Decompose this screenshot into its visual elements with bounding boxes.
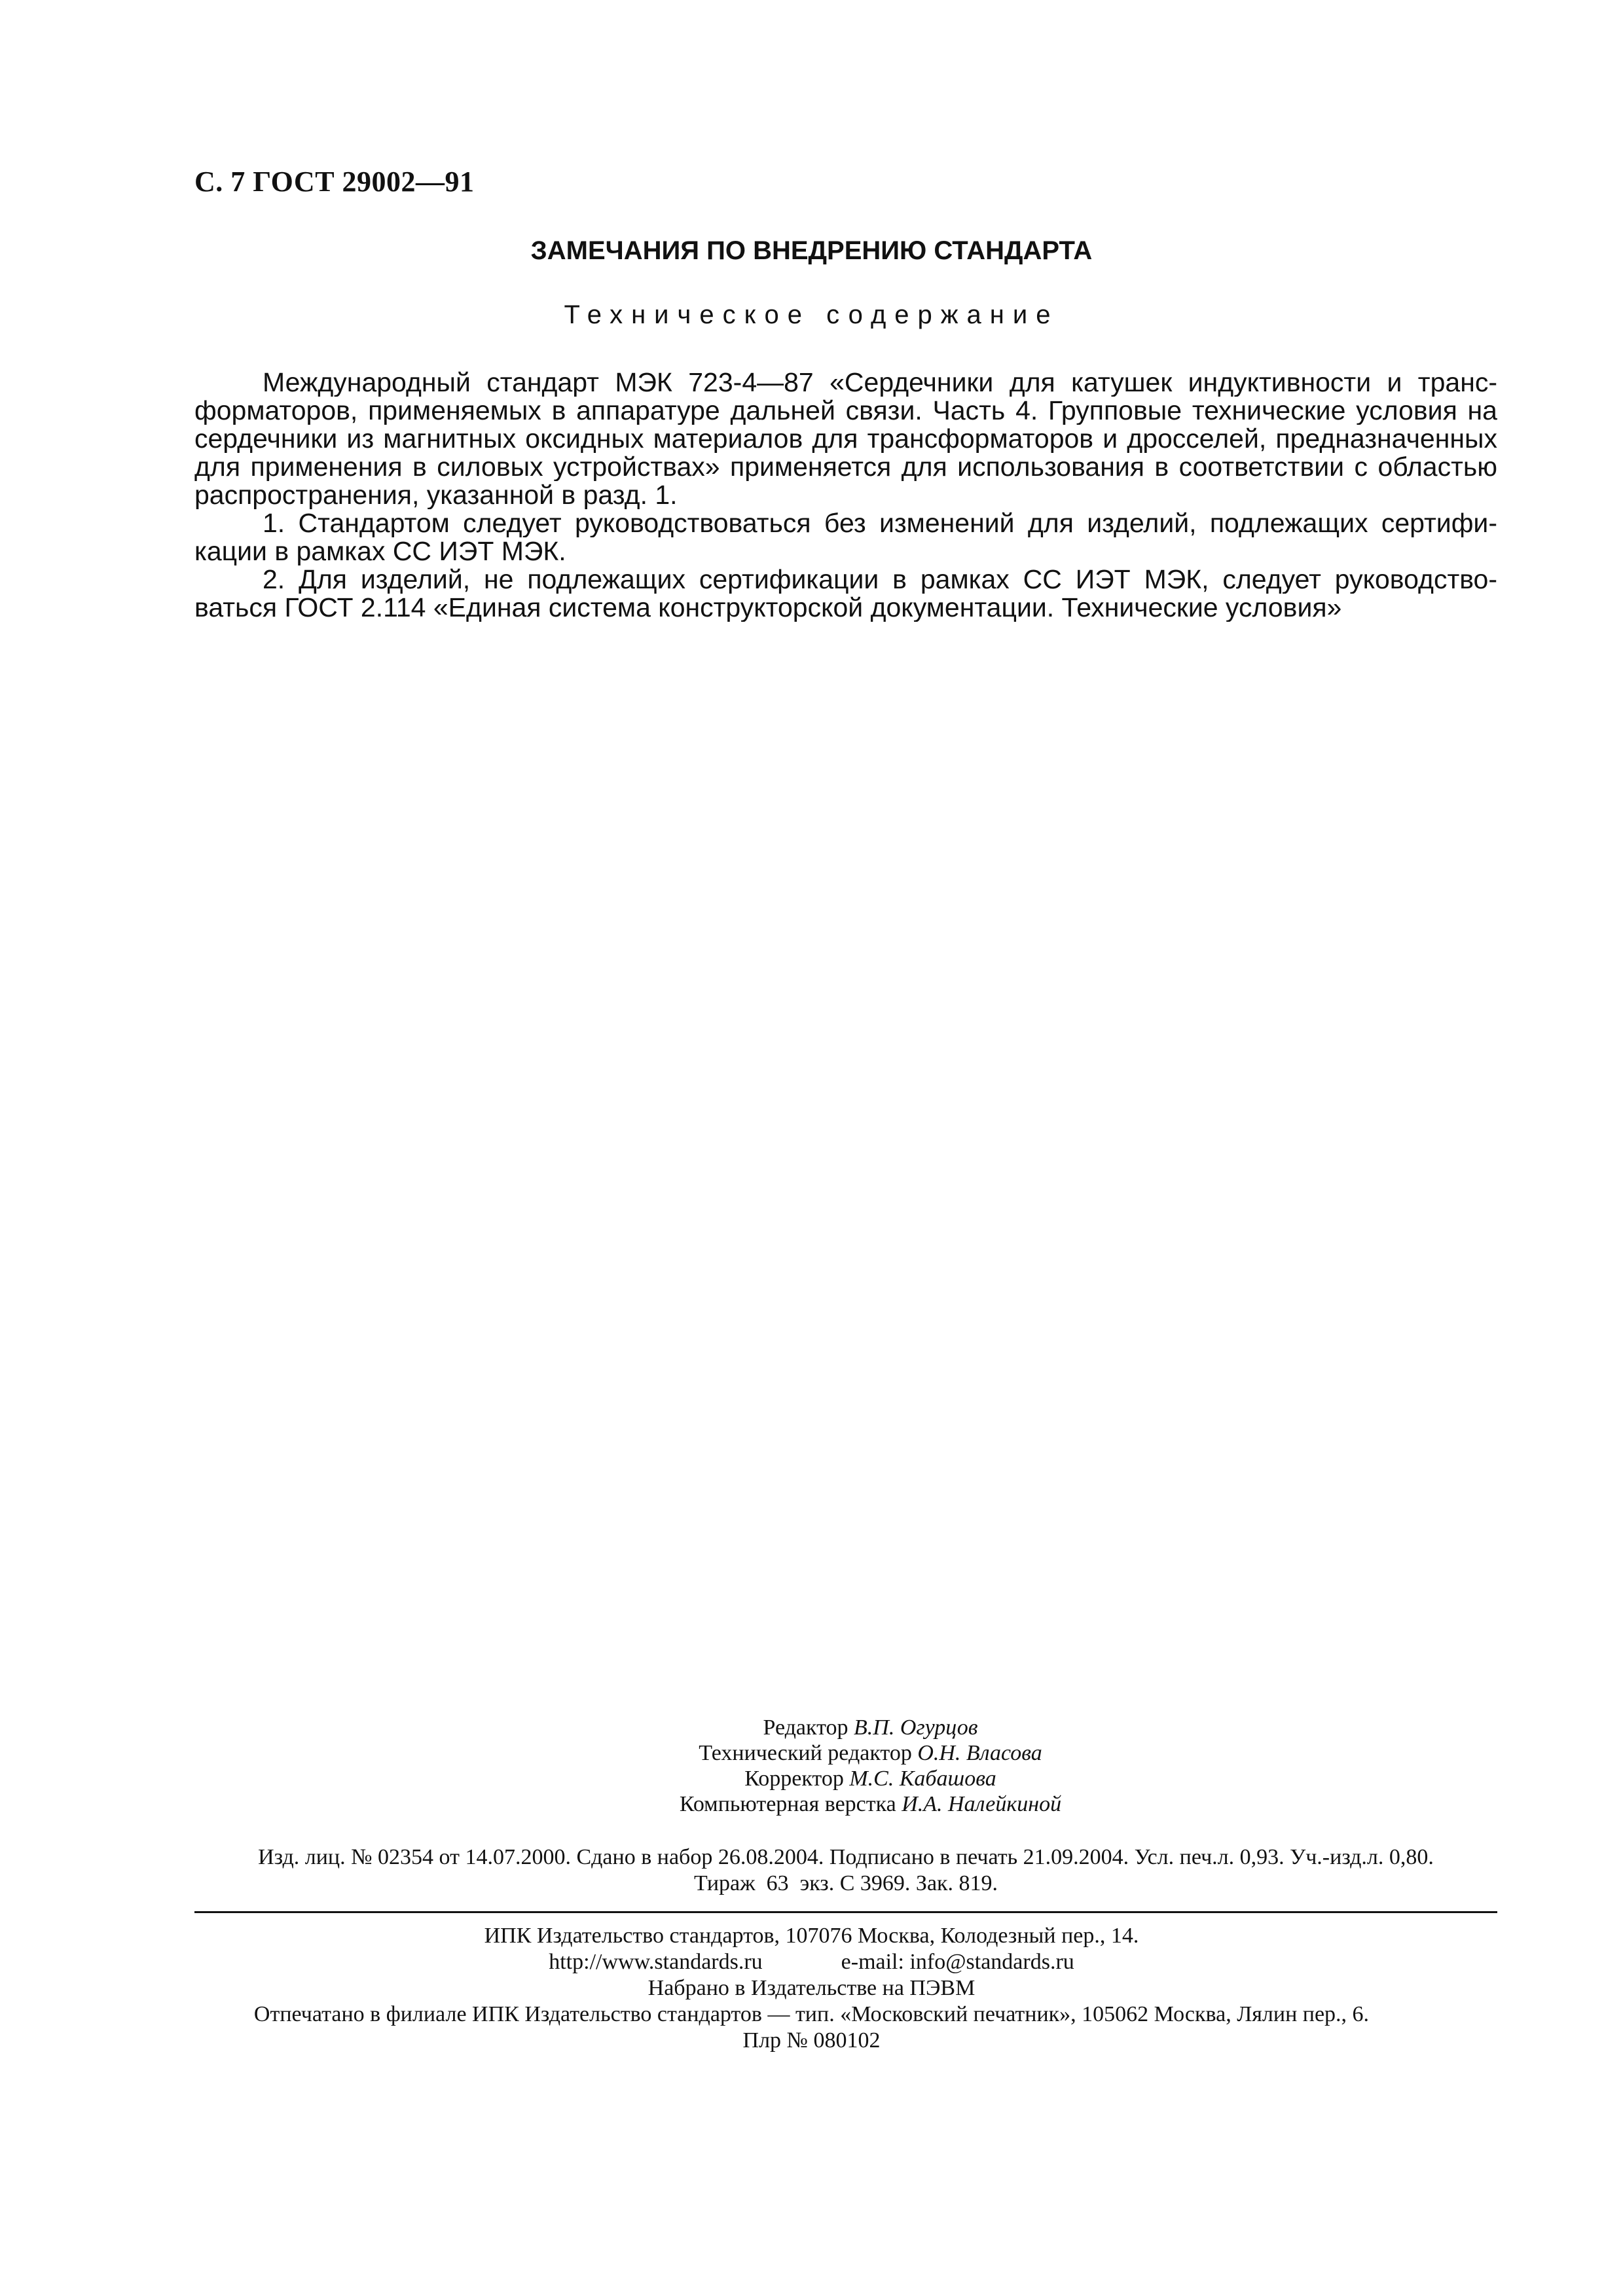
imprint-line: Тираж 63 экз. С 3969. Зак. 819.	[693, 1871, 998, 1895]
credit-role: Редактор	[763, 1715, 848, 1740]
page-header: С. 7 ГОСТ 29002—91	[194, 166, 475, 198]
body-text	[194, 368, 1497, 622]
body-line: сердечники из магнитных оксидных материалов для трансформаторов и дросселей, предназначенных	[194, 425, 1497, 453]
publisher-contacts	[0, 1949, 1623, 1975]
credit-role: Корректор	[744, 1767, 844, 1791]
section-subtitle: Техническое содержание	[564, 300, 1059, 329]
publisher-license: Плр № 080102	[742, 2028, 881, 2053]
credit-name: О.Н. Власова	[917, 1741, 1042, 1765]
publisher-website: http://www.standards.ru	[549, 1950, 763, 1974]
body-line: для применения в силовых устройствах» применяется для использования в соответствии с областью	[194, 453, 1497, 481]
credits-block	[0, 1715, 1623, 1817]
credit-role: Компьютерная верстка	[679, 1792, 896, 1816]
body-line: Международный стандарт МЭК 723-4—87 «Сердечники для катушек индуктивности и транс-	[263, 368, 1497, 397]
separator-line	[194, 1911, 1497, 1913]
credit-name: В.П. Огурцов	[854, 1715, 978, 1740]
imprint-block	[194, 1844, 1497, 1897]
body-line: 1. Стандартом следует руководствоваться без изменений для изделий, подлежащих сертифи-	[263, 509, 1497, 537]
body-line: 2. Для изделий, не подлежащих сертификации в рамках СС ИЭТ МЭК, следует руководство-	[263, 565, 1497, 594]
credit-name: М.С. Кабашова	[849, 1767, 996, 1791]
publisher-typeset: Набрано в Издательстве на ПЭВМ	[647, 1976, 976, 2000]
publisher-printed: Отпечатано в филиале ИПК Издательство стандартов — тип. «Московский печатник», 105062 Москва, Лялин пер., 6.	[253, 2002, 1370, 2026]
body-line: распространения, указанной в разд. 1.	[194, 481, 678, 509]
publisher-email: e-mail: info@standards.ru	[841, 1950, 1074, 1974]
publisher-block	[0, 1923, 1623, 2054]
body-line: форматоров, применяемых в аппаратуре дальней связи. Часть 4. Групповые технические условия на	[194, 397, 1497, 425]
body-line: ваться ГОСТ 2.114 «Единая система конструкторской документации. Технические условия»	[194, 594, 1342, 622]
credit-layout	[0, 1791, 1623, 1817]
publisher-address: ИПК Издательство стандартов, 107076 Москва, Колодезный пер., 14.	[484, 1924, 1139, 1948]
credit-name: И.А. Налейкиной	[902, 1792, 1062, 1816]
credit-editor	[0, 1715, 1623, 1740]
credit-proofreader	[0, 1766, 1623, 1791]
imprint-line: Изд. лиц. № 02354 от 14.07.2000. Сдано в набор 26.08.2004. Подписано в печать 21.09.2004. Усл. печ.л. 0,93. Уч.-изд.л. 0,80.	[258, 1845, 1434, 1869]
body-line: кации в рамках СС ИЭТ МЭК.	[194, 537, 566, 565]
credit-technical-editor	[0, 1740, 1623, 1766]
credit-role: Технический редактор	[699, 1741, 912, 1765]
section-title: ЗАМЕЧАНИЯ ПО ВНЕДРЕНИЮ СТАНДАРТА	[530, 236, 1093, 265]
